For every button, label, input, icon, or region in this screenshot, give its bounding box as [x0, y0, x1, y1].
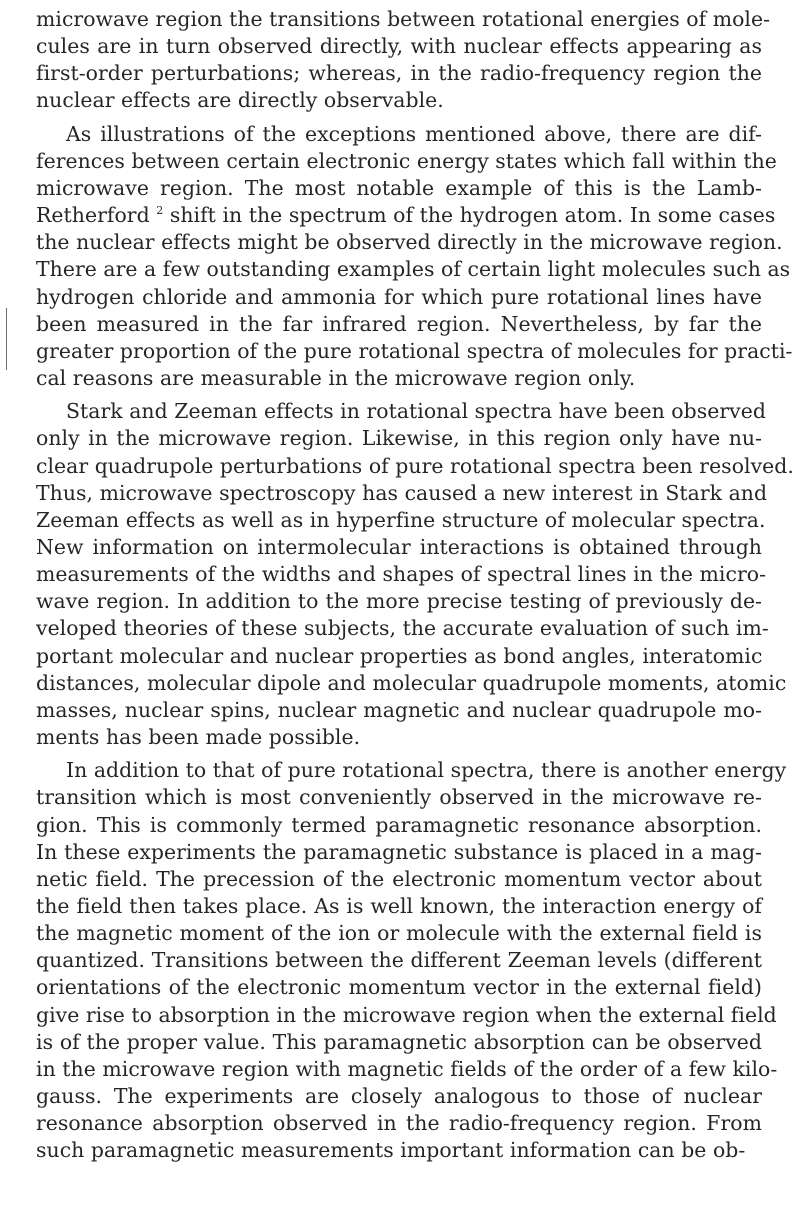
text-line: give rise to absorption in the microwave region when the external field	[36, 1002, 777, 1027]
text-segment: Retherford	[36, 203, 157, 228]
text-line: ferences between certain electronic energy states which fall within the	[36, 148, 777, 173]
text-line: In these experiments the paramagnetic substance is placed in a mag-	[36, 839, 762, 864]
text-line	[36, 202, 776, 229]
text-line: quantized. Transitions between the different Zeeman levels (different	[36, 948, 762, 973]
text-line: transition which is most conveniently observed in the microwave re-	[36, 785, 762, 810]
text-line: nuclear effects are directly observable.	[36, 88, 444, 113]
text-line: wave region. In addition to the more precise testing of previously de-	[36, 589, 762, 614]
text-line: resonance absorption observed in the radio-frequency region. From	[36, 1111, 762, 1136]
text-line: veloped theories of these subjects, the accurate evaluation of such im-	[36, 616, 769, 641]
paragraph	[36, 757, 787, 1164]
text-line: measurements of the widths and shapes of spectral lines in the micro-	[36, 562, 767, 587]
text-line: such paramagnetic measurements important information can be ob-	[36, 1138, 746, 1163]
text-line: first-order perturbations; whereas, in the radio-frequency region the	[36, 61, 762, 86]
text-line: in the microwave region with magnetic fields of the order of a few kilo-	[36, 1056, 778, 1081]
text-line: Zeeman effects as well as in hyperfine structure of molecular spectra.	[36, 507, 766, 532]
paragraph	[36, 6, 771, 115]
text-line: gion. This is commonly termed paramagnetic resonance absorption.	[36, 812, 762, 837]
text-line: the magnetic moment of the ion or molecule with the external field is	[36, 921, 762, 946]
text-line: only in the microwave region. Likewise, in this region only have nu-	[36, 426, 762, 451]
text-line: the field then takes place. As is well known, the interaction energy of	[36, 894, 762, 918]
text-line: As illustrations of the exceptions mentioned above, there are dif-	[66, 121, 762, 146]
text-line: ments has been made possible.	[36, 725, 361, 750]
text-line: microwave region the transitions between rotational energies of mole-	[36, 7, 771, 31]
paragraph	[36, 398, 794, 751]
text-line: orientations of the electronic momentum vector in the external field)	[36, 975, 762, 1000]
document-page	[36, 6, 794, 1165]
text-line: hydrogen chloride and ammonia for which pure rotational lines have	[36, 284, 762, 309]
text-line: cules are in turn observed directly, with nuclear effects appearing as	[36, 34, 762, 59]
text-line: is of the proper value. This paramagnetic absorption can be observed	[36, 1029, 762, 1054]
text-line: clear quadrupole perturbations of pure rotational spectra been resolved.	[36, 453, 794, 478]
text-line: cal reasons are measurable in the microwave region only.	[36, 366, 636, 391]
text-line: greater proportion of the pure rotational spectra of molecules for practi-	[36, 338, 793, 363]
text-line: There are a few outstanding examples of certain light molecules such as	[36, 257, 791, 282]
text-line: portant molecular and nuclear properties as bond angles, interatomic	[36, 643, 763, 668]
text-line: the nuclear effects might be observed directly in the microwave region.	[36, 230, 783, 255]
text-segment: shift in the spectrum of the hydrogen atom. In some cases	[163, 203, 776, 228]
text-line: New information on intermolecular interactions is obtained through	[36, 534, 762, 559]
text-line: Stark and Zeeman effects in rotational spectra have been observed	[66, 399, 766, 424]
text-line: been measured in the far infrared region. Nevertheless, by far the	[36, 311, 762, 336]
paragraph	[36, 121, 793, 393]
text-line: Thus, microwave spectroscopy has caused a new interest in Stark and	[36, 480, 768, 505]
text-line: distances, molecular dipole and molecular quadrupole moments, atomic	[36, 670, 787, 695]
margin-mark	[6, 308, 7, 370]
footnote-ref: 2	[156, 204, 164, 218]
text-line: masses, nuclear spins, nuclear magnetic and nuclear quadrupole mo-	[36, 697, 762, 722]
text-line: gauss. The experiments are closely analogous to those of nuclear	[36, 1084, 762, 1109]
text-line: microwave region. The most notable example of this is the Lamb-	[36, 175, 762, 200]
text-line: netic field. The precession of the electronic momentum vector about	[36, 866, 762, 891]
text-line: In addition to that of pure rotational spectra, there is another energy	[66, 758, 787, 783]
